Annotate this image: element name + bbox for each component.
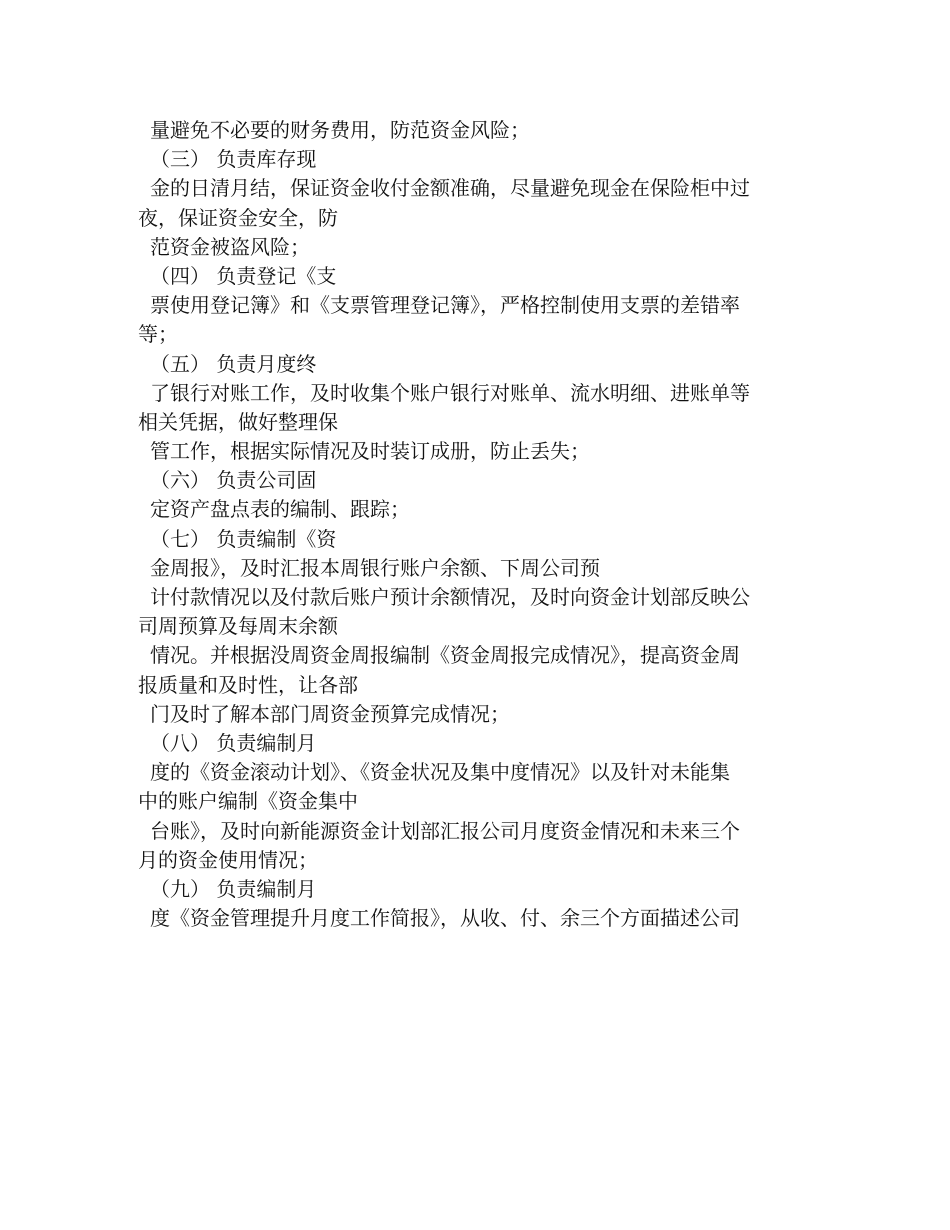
text-line: 金周报》，及时汇报本周银行账户余额、下周公司预 <box>150 555 600 580</box>
text-line: 情况。并根据没周资金周报编制《资金周报完成情况》，提高资金周 <box>150 643 740 668</box>
text-line: 月的资金使用情况； <box>138 847 318 872</box>
text-line: 范资金被盗风险； <box>150 234 310 259</box>
text-line: 量避免不必要的财务费用，防范资金风险； <box>150 118 530 142</box>
text-line: 门及时了解本部门周资金预算完成情况； <box>150 701 510 726</box>
text-line: 司周预算及每周末余额 <box>138 614 338 639</box>
text-line: （九） 负责编制月 <box>150 876 317 901</box>
document-body <box>138 116 818 933</box>
text-line: （三） 负责库存现 <box>150 147 317 172</box>
text-line: 定资产盘点表的编制、跟踪； <box>150 497 410 522</box>
text-line: （八） 负责编制月 <box>150 730 317 755</box>
text-line: 度《资金管理提升月度工作简报》，从收、付、余三个方面描述公司 <box>150 906 740 931</box>
text-line: （七） 负责编制《资 <box>150 526 337 551</box>
text-line: 夜，保证资金安全，防 <box>138 205 338 230</box>
text-line: 了银行对账工作，及时收集个账户银行对账单、流水明细、进账单等 <box>150 380 750 405</box>
text-line: 度的《资金滚动计划》、《资金状况及集中度情况》以及针对未能集 <box>150 760 730 785</box>
text-line: 报质量和及时性，让各部 <box>138 672 358 697</box>
text-line: （五） 负责月度终 <box>150 351 317 376</box>
text-line: （四） 负责登记《支 <box>150 263 337 288</box>
text-line: 管工作，根据实际情况及时装订成册，防止丢失； <box>150 439 590 464</box>
text-line: 中的账户编制《资金集中 <box>138 789 358 814</box>
text-line: 等； <box>138 322 178 347</box>
text-line: 计付款情况以及付款后账户预计余额情况，及时向资金计划部反映公 <box>150 585 750 609</box>
text-line: 票使用登记簿》和《支票管理登记簿》，严格控制使用支票的差错率 <box>150 293 740 318</box>
text-line: 台账》，及时向新能源资金计划部汇报公司月度资金情况和未来三个 <box>150 818 740 843</box>
text-line: （六） 负责公司固 <box>150 468 317 493</box>
text-line: 相关凭据，做好整理保 <box>138 409 338 434</box>
text-line: 金的日清月结，保证资金收付金额准确，尽量避免现金在保险柜中过 <box>150 176 750 201</box>
